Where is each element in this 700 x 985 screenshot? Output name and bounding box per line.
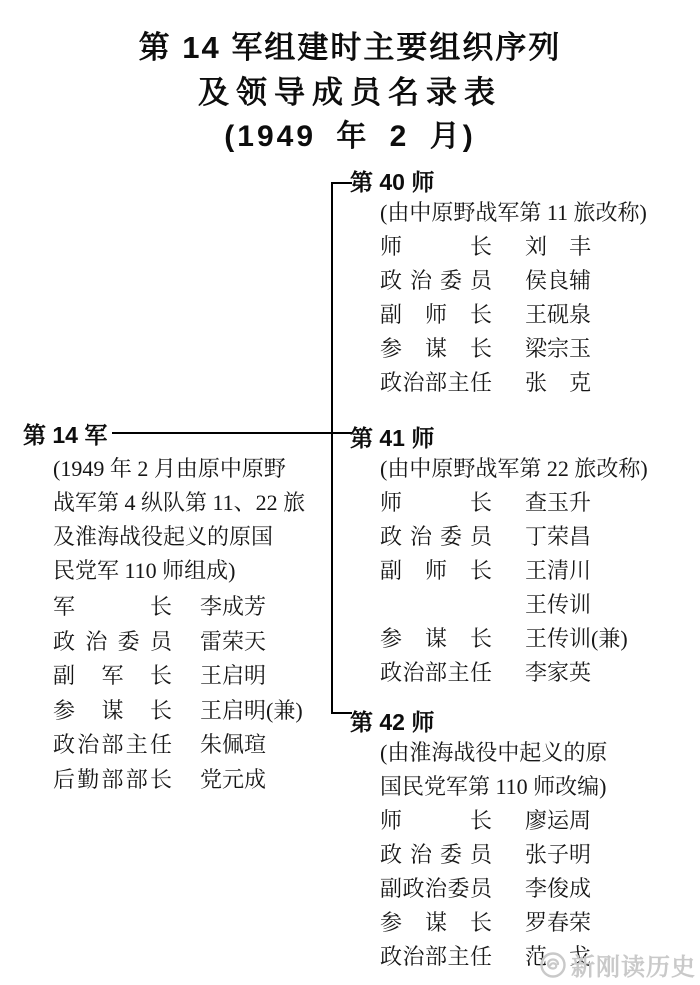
officer-row: [380, 230, 647, 264]
officer-row: [380, 588, 648, 622]
officer-post-label: 军长: [53, 594, 172, 619]
bracket-vertical-line: [331, 182, 333, 714]
officer-post-label: 后勤部部长: [53, 766, 172, 792]
officer-name: 梁宗玉: [525, 336, 592, 361]
officer-name: 罗春荣: [525, 910, 592, 935]
document-title-date: (1949 年 2 月): [224, 120, 476, 153]
officer-name: 廖运周: [525, 808, 592, 833]
document-title-line-1: 第 14 军组建时主要组织序列: [138, 30, 562, 65]
officer-row: [53, 625, 305, 660]
officer-name: 李家英: [525, 660, 592, 685]
officer-name: 侯良辅: [525, 268, 592, 293]
officer-row: [380, 906, 607, 940]
officer-name: 查玉升: [525, 490, 592, 515]
army-14-note-line: (1949 年 2 月由原中原野: [53, 456, 286, 481]
officer-post-label: 政治部主任: [380, 660, 492, 685]
army-14-officer-list: [53, 590, 305, 797]
officer-row: [380, 366, 647, 400]
officer-name: 范 戈: [525, 944, 592, 969]
officer-name: 李成芳: [200, 594, 267, 619]
division-42-block: [350, 708, 607, 974]
division-42-note-line: (由淮海战役中起义的原: [380, 740, 608, 765]
officer-row: [380, 804, 607, 838]
officer-row: [380, 332, 647, 366]
army-14-note-line: 及淮海战役起义的原国: [53, 524, 274, 549]
bracket-branch-division-42: [331, 712, 352, 714]
officer-post-label: 参谋长: [53, 697, 172, 723]
officer-post-label: 师长: [380, 490, 492, 515]
officer-row: [380, 264, 647, 298]
officer-row: [53, 728, 305, 763]
officer-row: [53, 659, 305, 694]
officer-name: 刘 丰: [525, 234, 592, 259]
officer-post-label: 政治委员: [380, 268, 492, 293]
army-14-title: 第 14 军: [23, 422, 108, 448]
officer-name: 王清川: [525, 558, 592, 583]
division-40-note-line: (由中原野战军第 11 旅改称): [380, 200, 647, 225]
officer-row: [380, 520, 648, 554]
officer-post-label: 政治委员: [380, 524, 492, 549]
officer-name: 王传训(兼): [525, 626, 628, 651]
division-42-note-line: 国民党军第 110 师改编): [380, 774, 607, 799]
officer-name: 雷荣天: [200, 628, 267, 654]
watermark: [539, 947, 696, 982]
officer-row: [380, 622, 648, 656]
officer-post-label: 政治部主任: [53, 732, 172, 757]
division-40-block: [350, 168, 647, 400]
officer-row: [380, 298, 647, 332]
officer-row: [380, 486, 648, 520]
officer-name: 王砚泉: [525, 302, 592, 327]
division-41-note-line: (由中原野战军第 22 旅改称): [380, 456, 648, 481]
army-14-note-line: 战军第 4 纵队第 11、22 旅: [53, 490, 306, 515]
officer-row: [380, 872, 607, 906]
army-14-note-line: 民党军 110 师组成): [53, 558, 236, 583]
officer-row: [53, 694, 305, 729]
officer-name: 王传训: [525, 592, 592, 617]
division-40-title: 第 40 师: [350, 169, 435, 195]
officer-name: 张子明: [525, 842, 592, 867]
officer-name: 王启明(兼): [200, 697, 303, 723]
division-41-block: [350, 424, 648, 690]
officer-name: 丁荣昌: [525, 524, 592, 549]
officer-post-label: 师长: [380, 808, 492, 833]
spiral-logo-icon: [539, 951, 567, 979]
officer-row: [53, 763, 305, 798]
officer-post-label: 政治部主任: [380, 944, 492, 969]
officer-post-label: 政治委员: [53, 628, 172, 654]
army-14-block: [23, 418, 305, 797]
officer-post-label: 副军长: [53, 663, 172, 688]
officer-name: 李俊成: [525, 876, 592, 901]
officer-post-label: 副师长: [380, 558, 492, 583]
officer-name: 张 克: [525, 370, 592, 395]
officer-post-label: 参谋长: [380, 336, 492, 361]
division-41-title: 第 41 师: [350, 425, 435, 451]
officer-post-label: 师长: [380, 234, 492, 259]
watermark-text: 新刚读历史: [571, 954, 696, 981]
officer-post-label: 副师长: [380, 302, 492, 327]
officer-name: 党元成: [200, 766, 267, 792]
officer-row: [380, 554, 648, 588]
officer-name: 王启明: [200, 663, 267, 688]
officer-row: [380, 656, 648, 690]
bracket-branch-division-40: [331, 182, 352, 184]
officer-post-label: 政治委员: [380, 842, 492, 867]
officer-post-label: 政治部主任: [380, 370, 492, 395]
division-42-title: 第 42 师: [350, 709, 435, 735]
officer-post-label: 参谋长: [380, 910, 492, 935]
officer-row: [53, 590, 305, 625]
officer-name: 朱佩瑄: [200, 732, 267, 757]
officer-post-label: 副政治委员: [380, 876, 492, 901]
officer-row: [380, 838, 607, 872]
officer-post-label: 参谋长: [380, 626, 492, 651]
document-title-line-2: 及领导成员名录表: [198, 75, 502, 110]
